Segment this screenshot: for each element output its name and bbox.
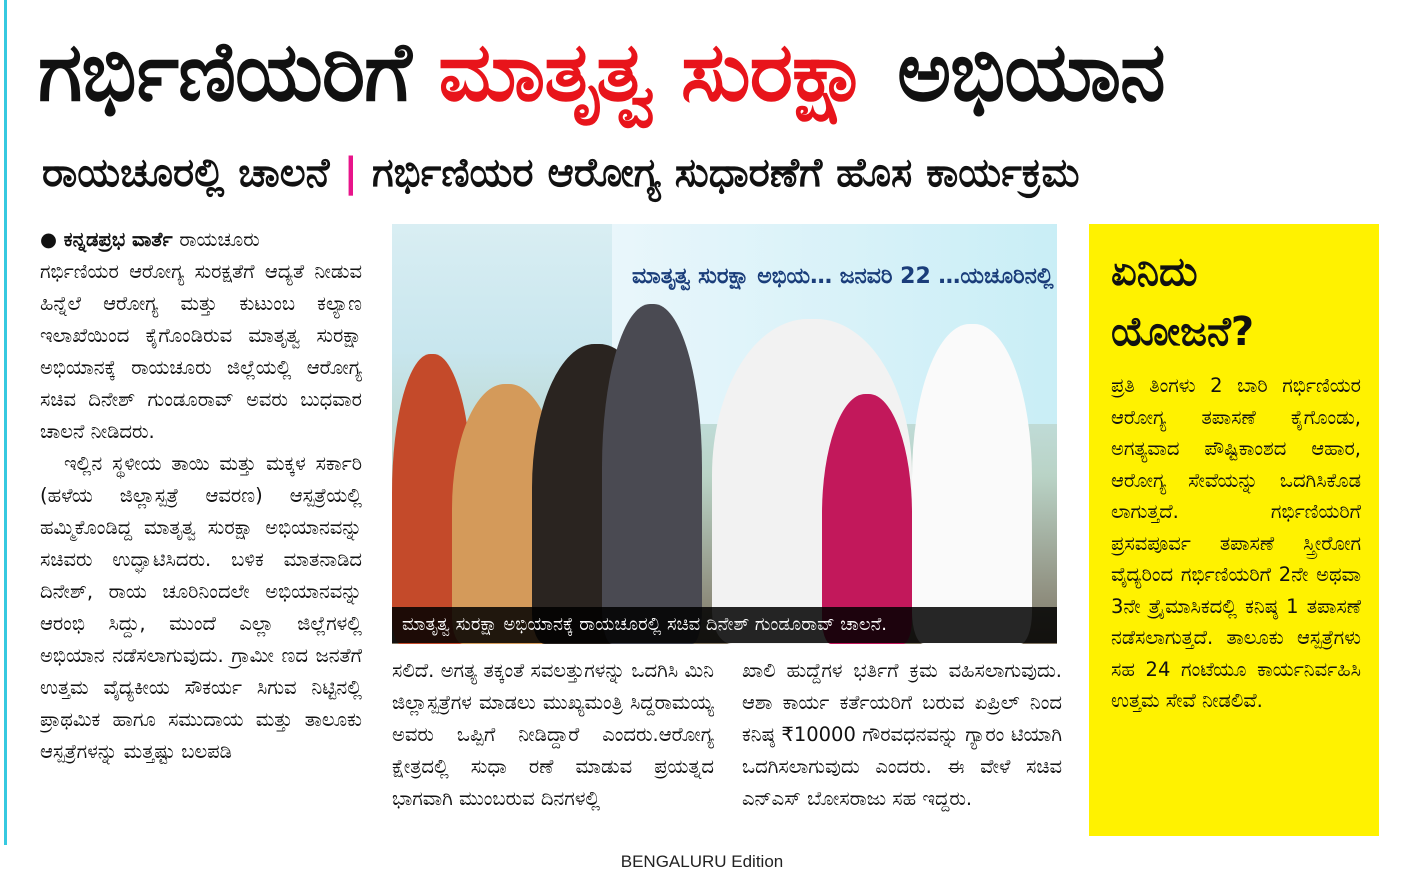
subhead-left: ರಾಯಚೂರಲ್ಲಿ ಚಾಲನೆ: [42, 150, 330, 196]
sidebar-title: [1111, 242, 1361, 362]
sidebar-title-line1: ಏನಿದು: [1111, 249, 1198, 295]
photo-figure: [912, 324, 1032, 644]
subhead-separator: |: [343, 150, 359, 196]
news-photo: [392, 224, 1057, 644]
article-column-3: [742, 655, 1062, 845]
article-column-1: [40, 224, 362, 844]
headline-part2: ಮಾತೃತ್ವ ಸುರಕ್ಷಾ: [438, 25, 870, 120]
left-margin-rule: [4, 0, 7, 845]
banner-text: ಮಾತೃತ್ವ ಸುರಕ್ಷಾ ಅಭಿಯ… ಜನವರಿ 22 …ಯಚೂರಿನಲ್ಲಿ: [632, 264, 1054, 289]
byline: [40, 224, 362, 256]
dateline: ರಾಯಚೂರು: [179, 228, 260, 251]
edition-footer: BENGALURU Edition: [620, 852, 784, 871]
headline: [38, 18, 1378, 128]
article-paragraph: ಗರ್ಭಿಣಿಯರ ಆರೋಗ್ಯ ಸುರಕ್ಷತೆಗೆ ಆದ್ಯತೆ ನೀಡುವ ಹಿನ್ನೆಲೆ ಆರೋಗ್ಯ ಮತ್ತು ಕುಟುಂಬ ಕಲ್ಯಾಣ ಇಲಾಖೆಯಿಂದ ಕೈಗೊಂಡಿರುವ ಮಾತೃತ್ವ ಸುರಕ್ಷಾ ಅಭಿಯಾನಕ್ಕೆ ರಾಯಚೂರು ಜಿಲ್ಲೆಯಲ್ಲಿ ಆರೋಗ್ಯ ಸಚಿವ ದಿನೇಶ್ ಗುಂಡೂರಾವ್ ಅವರು ಬುಧವಾರ ಚಾಲನೆ ನೀಡಿದರು.: [40, 260, 362, 443]
photo-caption: ಮಾತೃತ್ವ ಸುರಕ್ಷಾ ಅಭಿಯಾನಕ್ಕೆ ರಾಯಚೂರಲ್ಲಿ ಸಚಿವ ದಿನೇಶ್ ಗುಂಡೂರಾವ್ ಚಾಲನೆ.: [392, 607, 1057, 643]
headline-part1: ಗರ್ಭಿಣಿಯರಿಗೆ: [38, 25, 411, 120]
article-paragraph: ಸಲಿದೆ. ಅಗತ್ಯ ತಕ್ಕಂತೆ ಸವಲತ್ತುಗಳನ್ನು ಒದಗಿಸಿ ಮಿನಿ ಜಿಲ್ಲಾಸ್ಪತ್ರೆಗಳ ಮಾಡಲು ಮುಖ್ಯಮಂತ್ರಿ ಸಿದ್ದರಾಮಯ್ಯ ಅವರು ಒಪ್ಪಿಗೆ ನೀಡಿದ್ದಾರೆ ಎಂದರು.ಆರೋಗ್ಯ ಕ್ಷೇತ್ರದಲ್ಲಿ ಸುಧಾ ರಣೆ ಮಾಡುವ ಪ್ರಯತ್ನದ ಭಾಗವಾಗಿ ಮುಂಬರುವ ದಿನಗಳಲ್ಲಿ: [392, 659, 714, 810]
article-paragraph: ಖಾಲಿ ಹುದ್ದೆಗಳ ಭರ್ತಿಗೆ ಕ್ರಮ ವಹಿಸಲಾಗುವುದು. ಆಶಾ ಕಾರ್ಯ ಕರ್ತೆಯರಿಗೆ ಬರುವ ಏಪ್ರಿಲ್ ನಿಂದ ಕನಿಷ್ಠ ₹10000 ಗೌರವಧನವನ್ನು ಗ್ಯಾರಂ ಟಿಯಾಗಿ ಒದಗಿಸಲಾಗುವುದು ಎಂದರು. ಈ ವೇಳೆ ಸಚಿವ ಎನ್‌ಎಸ್ ಬೋಸರಾಜು ಸಹ ಇದ್ದರು.: [742, 659, 1062, 810]
article-paragraph: ಇಲ್ಲಿನ ಸ್ಥಳೀಯ ತಾಯಿ ಮತ್ತು ಮಕ್ಕಳ ಸರ್ಕಾರಿ (ಹಳೆಯ ಜಿಲ್ಲಾಸ್ಪತ್ರೆ ಆವರಣ) ಆಸ್ಪತ್ರೆಯಲ್ಲಿ ಹಮ್ಮಿಕೊಂಡಿದ್ದ ಮಾತೃತ್ವ ಸುರಕ್ಷಾ ಅಭಿಯಾನವನ್ನು ಸಚಿವರು ಉದ್ಘಾಟಿಸಿದರು. ಬಳಿಕ ಮಾತನಾಡಿದ ದಿನೇಶ್, ರಾಯ ಚೂರಿನಿಂದಲೇ ಅಭಿಯಾನವನ್ನು ಆರಂಭಿ ಸಿದ್ದು, ಮುಂದೆ ಎಲ್ಲಾ ಜಿಲ್ಲೆಗಳಲ್ಲಿ ಅಭಿಯಾನ ನಡೆಸಲಾಗುವುದು. ಗ್ರಾಮೀ ಣದ ಜನತೆಗೆ ಉತ್ತಮ ವೈದ್ಯಕೀಯ ಸೌಕರ್ಯ ಸಿಗುವ ನಿಟ್ಟಿನಲ್ಲಿ ಪ್ರಾಥಮಿಕ ಹಾಗೂ ಸಮುದಾಯ ಮತ್ತು ತಾಲೂಕು ಆಸ್ಪತ್ರೆಗಳನ್ನು ಮತ್ತಷ್ಟು ಬಲಪಡಿ: [40, 452, 362, 763]
article-column-2: [392, 655, 714, 845]
photo-figure: [602, 304, 702, 644]
headline-part3: ಅಭಿಯಾನ: [897, 25, 1165, 120]
subhead-right: ಗರ್ಭಿಣಿಯರ ಆರೋಗ್ಯ ಸುಧಾರಣೆಗೆ ಹೊಸ ಕಾರ್ಯಕ್ರಮ: [371, 150, 1080, 196]
sidebar-title-line2: ಯೋಜನೆ?: [1111, 309, 1255, 355]
info-sidebar: [1089, 224, 1379, 836]
subheadline: [42, 143, 1382, 203]
sidebar-body: ಪ್ರತಿ ತಿಂಗಳು 2 ಬಾರಿ ಗರ್ಭಿಣಿಯರ ಆರೋಗ್ಯ ತಪಾಸಣೆ ಕೈಗೊಂಡು, ಅಗತ್ಯವಾದ ಪೌಷ್ಟಿಕಾಂಶದ ಆಹಾರ, ಆರೋಗ್ಯ ಸೇವೆಯನ್ನು ಒದಗಿಸಿಕೊಡ ಲಾಗುತ್ತದೆ. ಗರ್ಭಿಣಿಯರಿಗೆ ಪ್ರಸವಪೂರ್ವ ತಪಾಸಣೆ ಸ್ತ್ರೀರೋಗ ವೈದ್ಯರಿಂದ ಗರ್ಭಿಣಿಯರಿಗೆ 2ನೇ ಅಥವಾ 3ನೇ ತ್ರೈಮಾಸಿಕದಲ್ಲಿ ಕನಿಷ್ಠ 1 ತಪಾಸಣೆ ನಡೆಸಲಾಗುತ್ತದೆ. ತಾಲೂಕು ಆಸ್ಪತ್ರೆಗಳು ಸಹ 24 ಗಂಟೆಯೂ ಕಾರ್ಯನಿರ್ವಹಿಸಿ ಉತ್ತಮ ಸೇವೆ ನೀಡಲಿವೆ.: [1111, 374, 1361, 712]
byline-source: ● ಕನ್ನಡಪ್ರಭ ವಾರ್ತೆ: [40, 228, 173, 251]
